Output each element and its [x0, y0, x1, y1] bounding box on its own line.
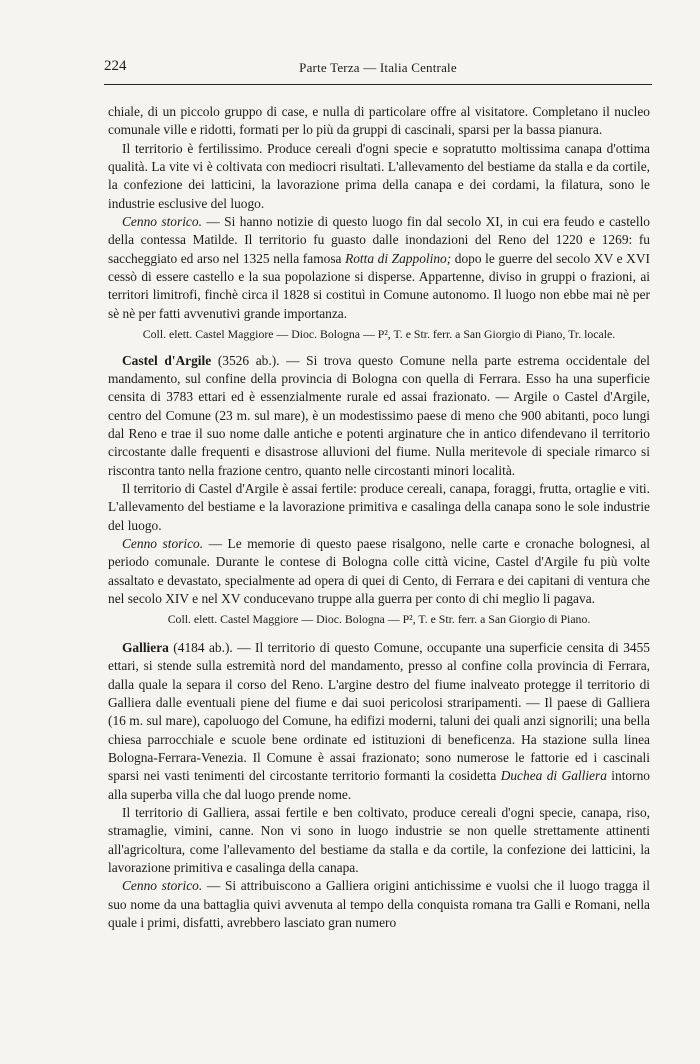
paragraph-argile-territory: Il territorio di Castel d'Argile è assai fertile: produce cereali, canapa, foraggi, frutta, ortaglie e viti. L'allevamento del bestiame e la lavorazione primitiva e casalinga della canapa sono le sole industrie del luogo.: [108, 481, 650, 533]
history-text-a: — Si hanno notizie di questo luogo fin dal secolo XI, in cui era feudo e castello della contessa Matilde. Il territorio fu guasto dalle inondazioni del Reno del 1220 e 1269: fu saccheggiato ed arso nel 1325 nella famosa: [108, 214, 650, 266]
entry-intro-a: (4184 ab.). — Il territorio di questo Comune, occupante una superficie censita di 3455 ettari, si stende sulla estremità nord del mandamento, presso al confine colla provincia di Ferrara, dalla quale la separa il corso del Reno. L'argine destro del fiume inalveato protegge il territorio di Galliera dalle eventuali piene del fiume e dai suoi pericolosi straripamenti. — Il paese di Galliera (16 m. sul mare), capoluogo del Comune, ha edifizi moderni, taluni dei quali anzi signorili; una bella chiesa parrocchiale e scuole bene ordinate ed istituzioni di beneficenza. Ha stazione sulla linea Bologna-Ferrara-Venezia. Il Comune è assai frazionato; sono numerose le fattorie ed i cascinali sparsi nei vasti tenimenti del circostante territorio formanti la cosidetta: [108, 639, 650, 784]
cenno-storico-label: Cenno storico.: [122, 536, 204, 552]
paragraph-galliera-territory: Il territorio di Galliera, assai fertile e ben coltivato, produce cereali d'ogni specie, canapa, riso, stramaglie, vimini, canne. Non vi sono in luogo industrie se non quelle strettamente attinenti all'agricoltura, come l'allevamento del bestiame da stalla e da cortile, la confezione dei latticini, la lavorazione primitiva e casalinga della canapa.: [108, 805, 650, 876]
paragraph-history: [108, 213, 650, 323]
duchea-di-galliera: Duchea di Galliera: [500, 768, 607, 784]
paragraph-galliera-history: [108, 877, 650, 932]
paragraph-intro: chiale, di un piccolo gruppo di case, e nulla di particolare offre al visitatore. Completano il nucleo comunale ville e ridotti, formati per lo più da gruppi di cascinali, sparsi per la bassa pianura.: [108, 104, 650, 138]
collegio-note: Coll. elett. Castel Maggiore — Dioc. Bologna — P², T. e Str. ferr. a San Giorgio di Piano, Tr. locale.: [142, 327, 616, 342]
paragraph-territory: Il territorio è fertilissimo. Produce cereali d'ogni specie e sopratutto moltissima canapa d'ottima qualità. La vite vi è coltivata con mediocri risultati. L'allevamento del bestiame da stalla e da cortile, la confezione dei latticini, la lavorazione prima della canapa e dei cordami, la filatura, sono le industrie esclusive del luogo.: [108, 140, 650, 211]
collegio-note: Coll. elett. Castel Maggiore — Dioc. Bologna — P², T. e Str. ferr. a San Giorgio di Piano.: [167, 612, 591, 627]
history-text-b: dopo le guerre del secolo XV e XVI cessò di essere castello e la sua popolazione si disperse. Appartenne, diviso in gruppi o frazioni, ai territori limitrofi, finchè circa il 1828 si costituì in Comune autonomo. Il luogo non ebbe mai nè per sè nè per fatti avvenutivi grande importanza.: [108, 250, 650, 321]
rotta-di-zappolino: Rotta di Zappolino;: [345, 250, 452, 266]
page-body: [108, 103, 650, 932]
header-rule: [104, 84, 652, 85]
entry-intro: (3526 ab.). — Si trova questo Comune nella parte estrema occidentale del mandamento, sul confine della provincia di Bologna con quella di Ferrara. Esso ha una superficie censita di 3783 ettari ed è essenzialmente rurale ed assai frazionato. — Argile o Castel d'Argile, centro del Comune (23 m. sul mare), è un modestissimo paese di meno che 900 abitanti, poco lungi dal Reno e trae il suo nome dalle antiche e potenti arginature che in antico difendevano il territorio circostante dalle frequenti e disastrose alluvioni del fiume. Nulla meritevole di speciale rimarco si riscontra tanto nella frazione centro, quanto nelle circostanti minori località.: [108, 352, 650, 478]
running-title: Parte Terza — Italia Centrale: [299, 60, 457, 75]
page-header: [104, 58, 652, 80]
entry-galliera: [108, 639, 650, 804]
history-text: — Si attribuiscono a Galliera origini antichissime e vuolsi che il luogo tragga il suo nome da una battaglia quivi avvenuta al tempo della conquista romana tra Galli e Romani, nella quale i primi, disfatti, avrebbero lasciato gran numero: [108, 878, 650, 931]
paragraph-argile-history: [108, 535, 650, 608]
page-number: 224: [104, 58, 127, 74]
cenno-storico-label: Cenno storico.: [122, 214, 202, 230]
history-text: — Le memorie di questo paese risalgono, nelle carte e cronache bolognesi, al periodo comunale. Durante le contese di Bologna colle città vicine, Castel d'Argile fu più volte assaltato e devastato, specialmente ad opera di quei di Cento, di Ferrara e dei capitani di ventura che nel secolo XIV e nel XV conducevano truppe alla guerra per conto di chi meglio li pagava.: [108, 536, 650, 607]
entry-intro-b: intorno alla superba villa che dal luogo prende nome.: [108, 768, 650, 802]
entry-title: Galliera: [122, 639, 169, 655]
entry-title: Castel d'Argile: [122, 352, 212, 368]
cenno-storico-label: Cenno storico.: [122, 878, 203, 894]
entry-castel-d-argile: [108, 352, 650, 480]
